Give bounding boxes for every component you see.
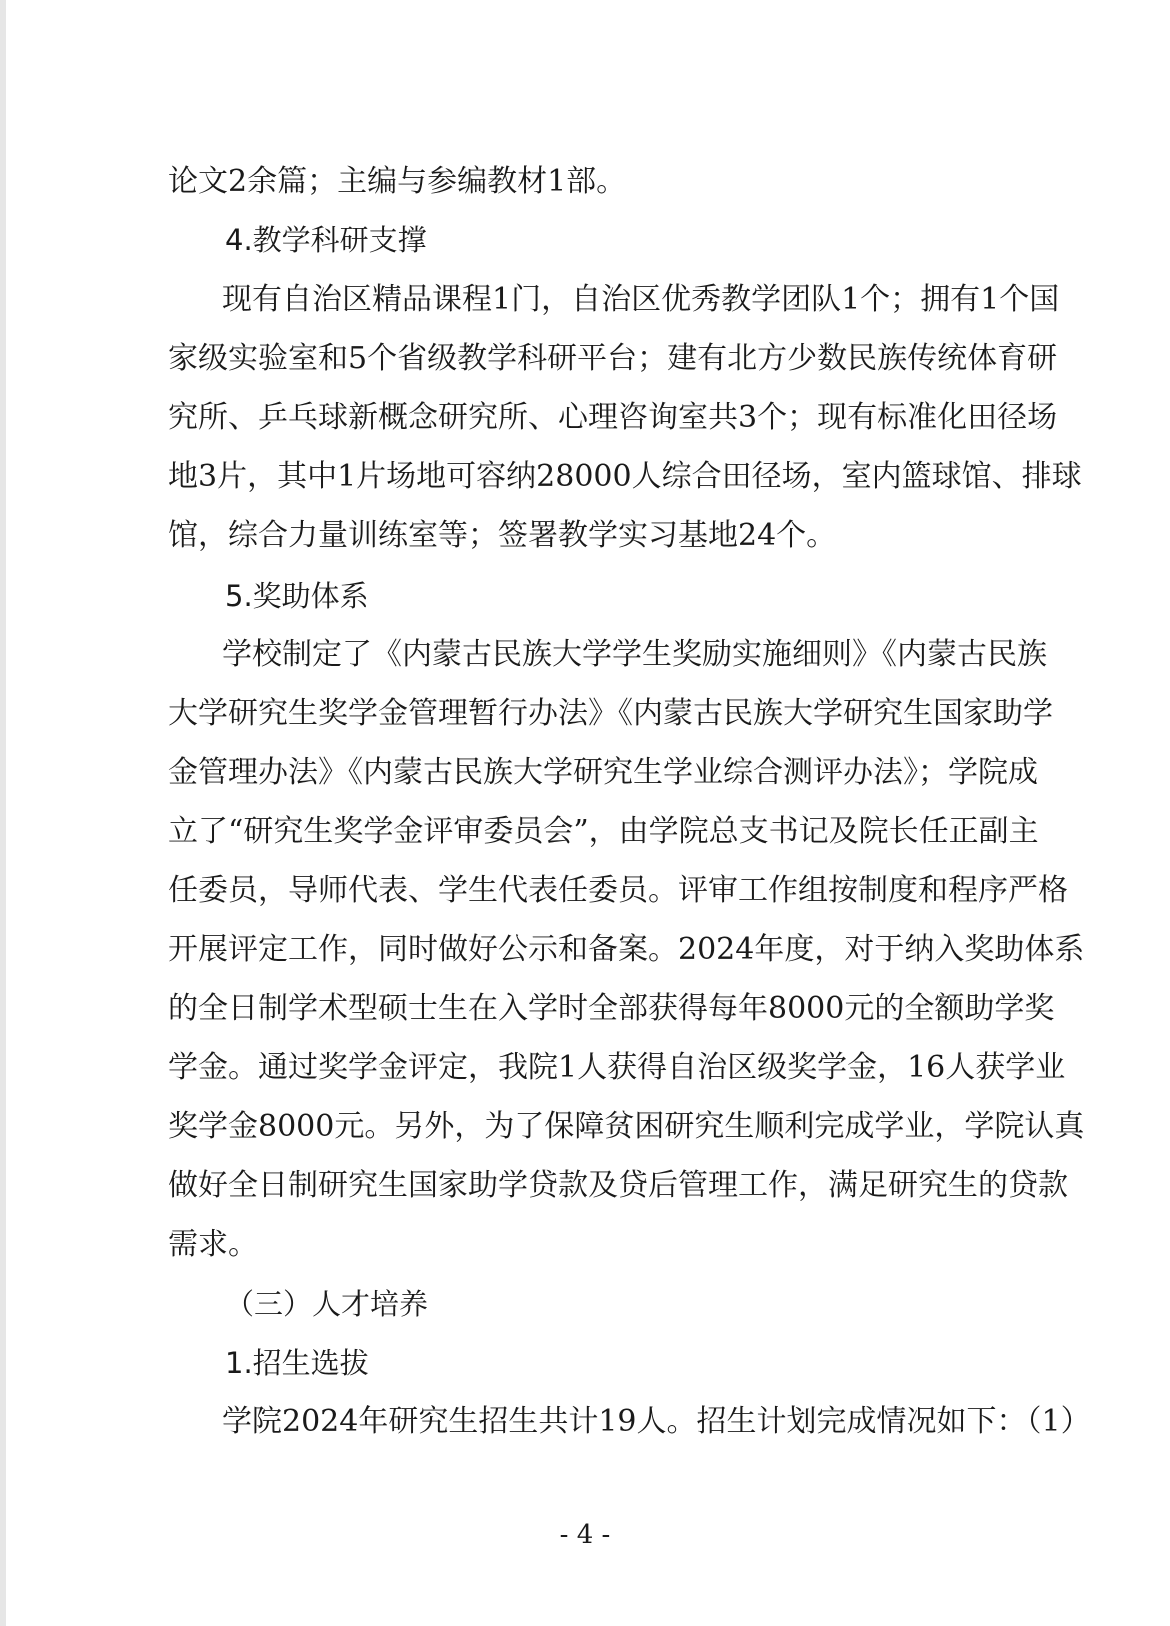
body-line: 论文2余篇；主编与参编教材1部。 — [168, 164, 627, 199]
body-line: 金管理办法》《内蒙古民族大学研究生学业综合测评办法》；学院成 — [168, 755, 1038, 790]
page-number: - 4 - — [559, 1520, 611, 1550]
body-line: 立了“研究生奖学金评审委员会”，由学院总支书记及院长任正副主 — [168, 814, 1039, 849]
body-line: 学金。通过奖学金评定，我院1人获得自治区级奖学金，16人获学业 — [168, 1050, 1066, 1085]
page-edge — [0, 0, 6, 1626]
body-line: 大学研究生奖学金管理暂行办法》《内蒙古民族大学研究生国家助学 — [168, 696, 1053, 731]
body-line: 学校制定了《内蒙古民族大学学生奖励实施细则》《内蒙古民族 — [222, 637, 1047, 672]
body-line: 馆，综合力量训练室等；签署教学实习基地24个。 — [168, 518, 837, 553]
body-line: 家级实验室和5个省级教学科研平台；建有北方少数民族传统体育研 — [168, 341, 1058, 376]
section-heading: 5.奖助体系 — [225, 579, 369, 613]
body-line: 究所、乒乓球新概念研究所、心理咨询室共3个；现有标准化田径场 — [168, 400, 1058, 435]
body-line: 的全日制学术型硕士生在入学时全部获得每年8000元的全额助学奖 — [168, 991, 1055, 1026]
section-heading: （三）人才培养 — [225, 1287, 429, 1321]
body-line: 奖学金8000元。另外，为了保障贫困研究生顺利完成学业，学院认真 — [168, 1109, 1085, 1144]
section-heading: 4.教学科研支撑 — [225, 223, 427, 257]
body-line: 开展评定工作，同时做好公示和备案。2024年度，对于纳入奖助体系 — [168, 932, 1085, 967]
body-line: 需求。 — [168, 1227, 258, 1262]
body-line: 做好全日制研究生国家助学贷款及贷后管理工作，满足研究生的贷款 — [168, 1168, 1068, 1203]
body-line: 任委员，导师代表、学生代表任委员。评审工作组按制度和程序严格 — [168, 873, 1068, 908]
section-heading: 1.招生选拔 — [225, 1346, 369, 1380]
body-line: 学院2024年研究生招生共计19人。招生计划完成情况如下：（1） — [222, 1404, 1091, 1439]
body-line: 现有自治区精品课程1门，自治区优秀教学团队1个；拥有1个国 — [222, 282, 1060, 317]
body-line: 地3片，其中1片场地可容纳28000人综合田径场，室内篮球馆、排球 — [168, 459, 1082, 494]
